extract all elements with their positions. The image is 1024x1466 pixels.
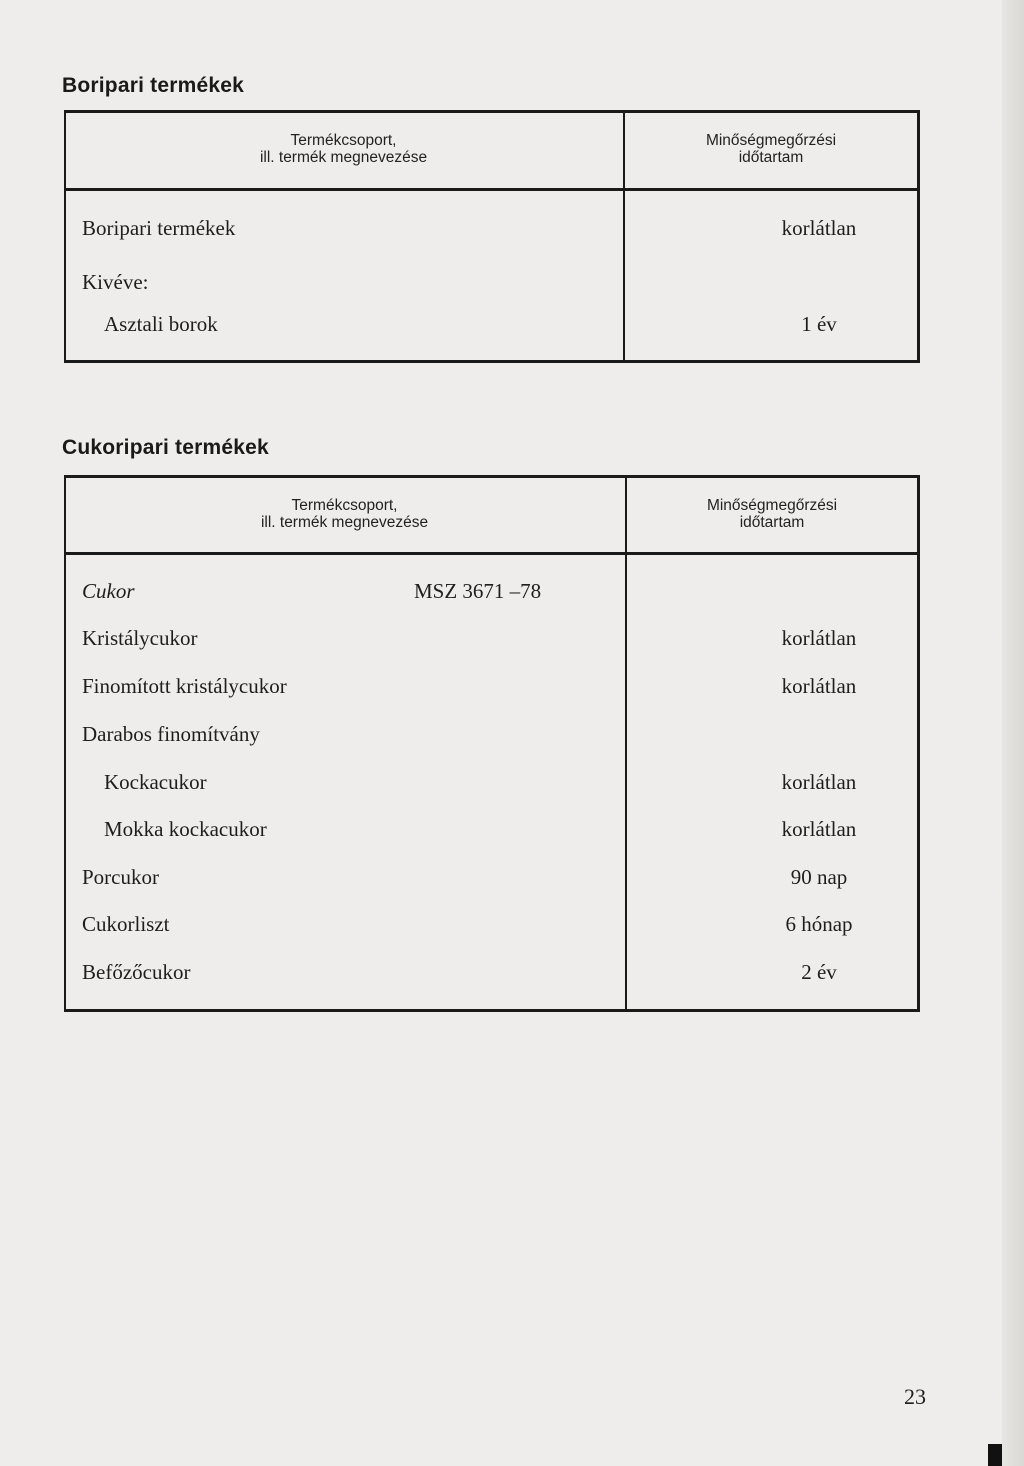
row-value: 2 év bbox=[801, 960, 837, 984]
row-name: Finomított kristálycukor bbox=[82, 674, 287, 698]
row-name: Kivéve: bbox=[82, 270, 149, 294]
row-name: Cukor bbox=[82, 579, 135, 603]
row-value: korlátlan bbox=[781, 674, 857, 698]
row-name: Asztali borok bbox=[104, 312, 218, 336]
page-number: 23 bbox=[904, 1384, 926, 1409]
row-value: korlátlan bbox=[781, 626, 857, 650]
header-product-group: Termékcsoport, ill. termék megnevezése bbox=[260, 497, 429, 531]
row-value: 6 hónap bbox=[785, 912, 853, 936]
row-name: Darabos finomítvány bbox=[82, 722, 260, 746]
row-value: 90 nap bbox=[790, 865, 848, 889]
row-value: korlátlan bbox=[781, 216, 857, 240]
row-value: korlátlan bbox=[781, 817, 857, 841]
row-standard: MSZ 3671 –78 bbox=[414, 579, 542, 603]
header-product-group: Termékcsoport, ill. termék megnevezése bbox=[259, 132, 428, 166]
corner-mark bbox=[988, 1444, 1002, 1466]
row-name: Cukorliszt bbox=[82, 912, 170, 936]
row-value: 1 év bbox=[801, 312, 837, 336]
row-name: Mokka kockacukor bbox=[104, 817, 267, 841]
row-name: Kristálycukor bbox=[82, 626, 198, 650]
row-name: Porcukor bbox=[82, 865, 159, 889]
header-shelf-life: Minőségmegőrzési időtartam bbox=[706, 497, 838, 531]
header-shelf-life: Minőségmegőrzési időtartam bbox=[705, 132, 837, 166]
row-name: Kockacukor bbox=[104, 770, 207, 794]
section-title-cukoripari: Cukoripari termékek bbox=[62, 436, 269, 459]
row-name: Befőzőcukor bbox=[82, 960, 191, 984]
table-boripari bbox=[64, 110, 920, 365]
section-title-boripari: Boripari termékek bbox=[62, 74, 244, 97]
row-name: Boripari termékek bbox=[82, 216, 236, 240]
row-value: korlátlan bbox=[781, 770, 857, 794]
page-edge bbox=[1002, 0, 1024, 1466]
table-cukoripari bbox=[64, 475, 920, 1015]
